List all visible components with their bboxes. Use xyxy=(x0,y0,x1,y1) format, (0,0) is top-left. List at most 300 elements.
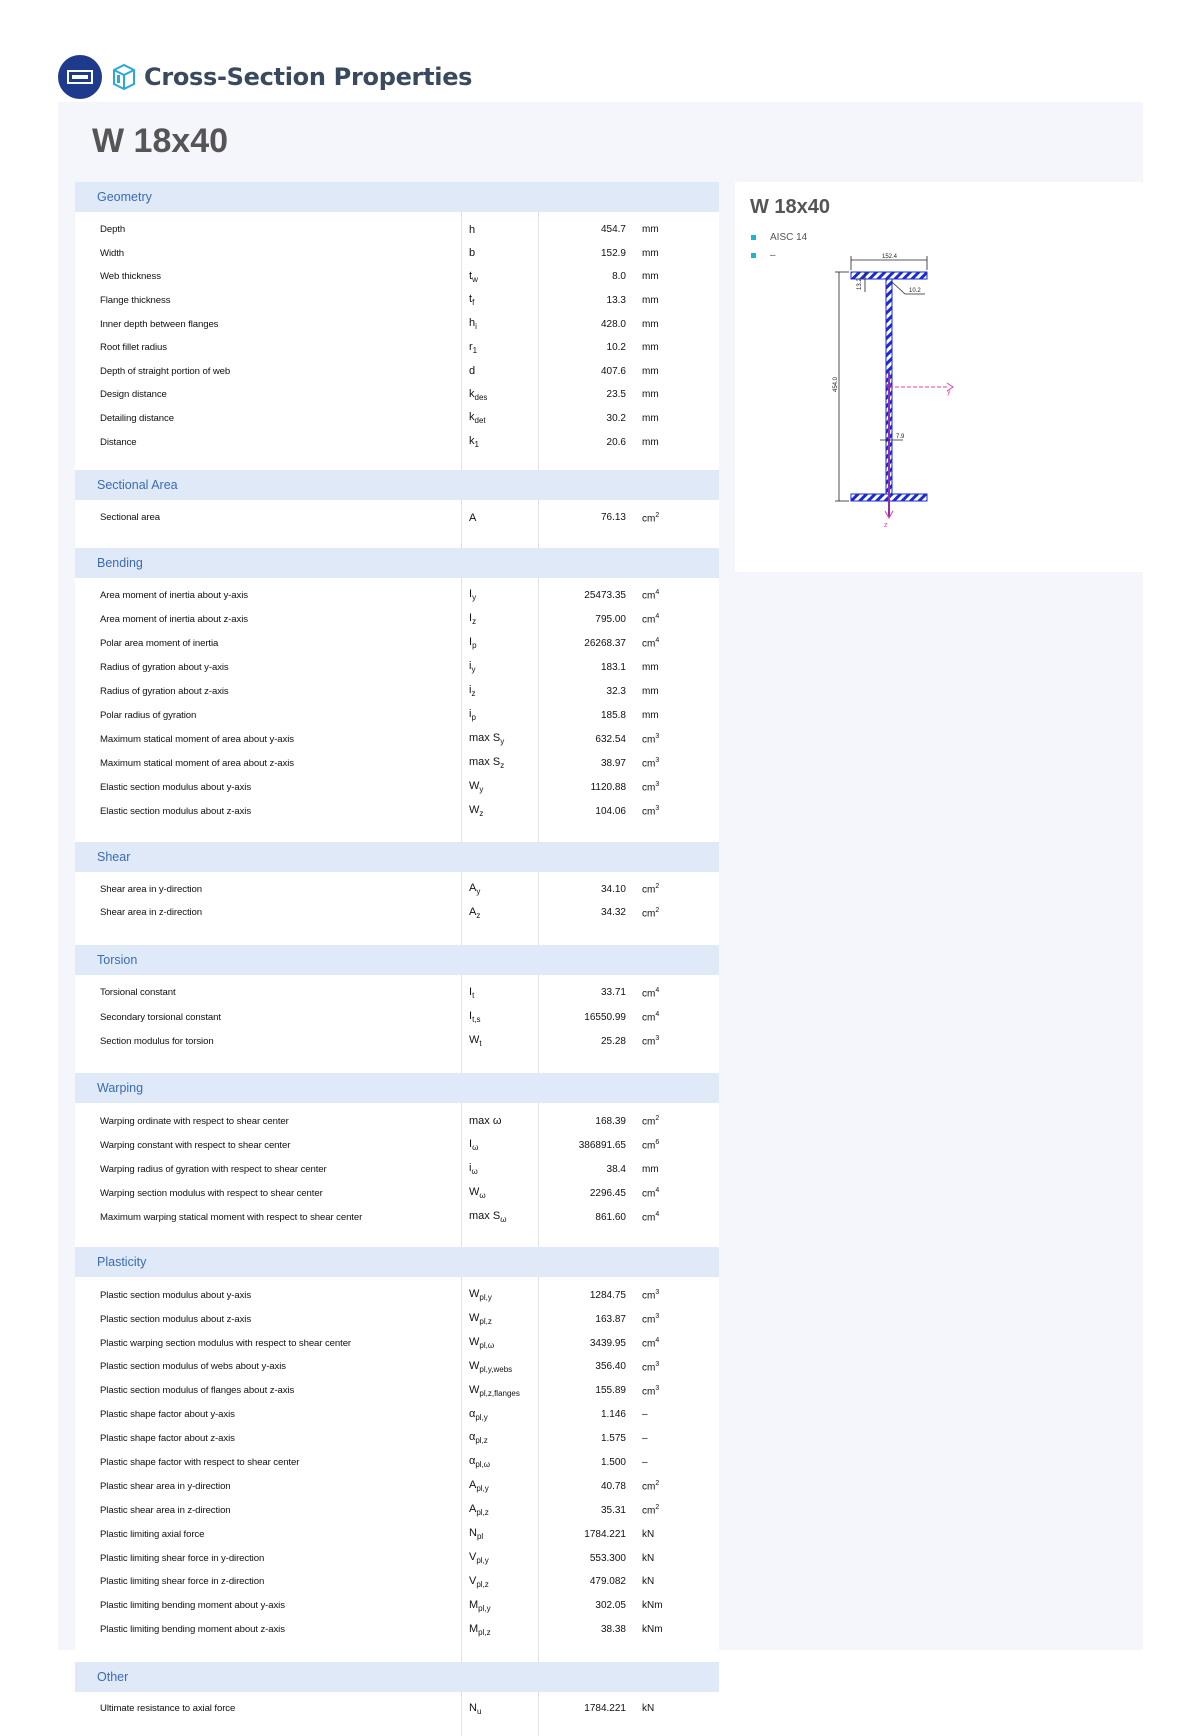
property-symbol xyxy=(461,1431,538,1445)
card-info-text: – xyxy=(770,249,776,261)
unit-exponent: 4 xyxy=(655,613,660,621)
section-title: W 18x40 xyxy=(92,122,229,160)
property-unit xyxy=(626,1337,696,1349)
unit-base: cm xyxy=(642,1505,656,1517)
property-row xyxy=(75,1355,719,1379)
property-row xyxy=(75,1379,719,1403)
property-row xyxy=(75,1570,719,1594)
property-symbol xyxy=(461,1551,538,1565)
unit-base: kN xyxy=(642,1552,655,1564)
symbol-base: α xyxy=(469,1407,476,1420)
symbol-base: h xyxy=(469,317,476,330)
property-value: 1.575 xyxy=(600,1433,626,1445)
symbol-subscript: pl xyxy=(476,1532,484,1542)
unit-base: cm xyxy=(642,1481,656,1493)
symbol-base: W xyxy=(469,1288,480,1301)
property-unit xyxy=(626,1433,696,1444)
symbol-subscript: pl,y xyxy=(478,1603,491,1613)
property-symbol xyxy=(461,1115,538,1127)
symbol-base: M xyxy=(469,1598,479,1611)
symbol-subscript: t,s xyxy=(472,1015,481,1025)
property-row xyxy=(75,383,719,407)
symbol-base: r xyxy=(469,340,473,353)
web-thickness-label: 7.9 xyxy=(896,434,905,440)
property-value: 1284.75 xyxy=(589,1289,626,1301)
property-description: Section modulus for torsion xyxy=(100,1035,214,1047)
category-header: Bending xyxy=(75,548,719,578)
property-symbol xyxy=(461,1162,538,1176)
width-dimension-label: 152.4 xyxy=(882,254,898,260)
property-unit xyxy=(626,1703,696,1714)
unit-exponent: 6 xyxy=(655,1139,660,1147)
unit-base: kN xyxy=(642,1576,655,1588)
app-logo-icon xyxy=(58,55,102,99)
property-description: Plastic shear area in y-direction xyxy=(100,1480,231,1492)
unit-base: – xyxy=(642,1433,648,1445)
property-row xyxy=(75,218,719,242)
property-description: Plastic section modulus of flanges about z-axis xyxy=(100,1385,295,1397)
property-unit xyxy=(626,907,696,919)
property-unit xyxy=(626,1164,696,1175)
property-unit xyxy=(626,1600,696,1611)
unit-base: kNm xyxy=(642,1624,663,1636)
symbol-subscript: z xyxy=(500,761,505,771)
property-unit xyxy=(626,1289,696,1301)
section-card xyxy=(735,182,1143,572)
symbol-base: V xyxy=(469,1574,477,1587)
property-description: Root fillet radius xyxy=(100,342,167,354)
property-row xyxy=(75,584,719,608)
property-description: Design distance xyxy=(100,389,167,401)
symbol-base: N xyxy=(469,1527,477,1540)
property-description: Torsional constant xyxy=(100,987,176,999)
symbol-subscript: pl,ω xyxy=(475,1460,491,1470)
property-row xyxy=(75,1474,719,1498)
property-row xyxy=(75,1109,719,1133)
property-value: 454.7 xyxy=(600,224,626,236)
symbol-subscript: pl,z xyxy=(476,1508,489,1518)
property-row xyxy=(75,360,719,384)
symbol-base: W xyxy=(469,1186,480,1199)
unit-exponent: 2 xyxy=(655,1115,660,1123)
symbol-subscript: f xyxy=(472,298,475,308)
unit-base: cm xyxy=(642,1012,656,1024)
property-symbol xyxy=(461,636,538,650)
symbol-base: max S xyxy=(469,1210,501,1223)
category-header: Shear xyxy=(75,842,719,872)
property-row xyxy=(75,800,719,824)
unit-base: mm xyxy=(642,413,659,425)
card-title: W 18x40 xyxy=(750,196,831,218)
card-info-item xyxy=(751,228,807,246)
symbol-base: I xyxy=(469,985,473,998)
property-row xyxy=(75,704,719,728)
property-unit xyxy=(626,805,696,817)
unit-base: cm xyxy=(642,614,656,626)
cross-section-drawing xyxy=(835,252,1065,542)
symbol-base: M xyxy=(469,1622,479,1635)
unit-exponent: 3 xyxy=(655,1035,660,1043)
unit-base: cm xyxy=(642,590,656,602)
symbol-subscript: y xyxy=(479,785,484,795)
property-symbol xyxy=(461,882,538,896)
property-row xyxy=(75,680,719,704)
unit-base: cm xyxy=(642,1116,656,1128)
property-description: Distance xyxy=(100,436,137,448)
unit-exponent: 4 xyxy=(655,1211,660,1219)
symbol-base: N xyxy=(469,1701,477,1714)
symbol-base: α xyxy=(469,1455,476,1468)
property-symbol xyxy=(461,756,538,770)
unit-exponent: 4 xyxy=(655,637,660,645)
property-unit xyxy=(626,781,696,793)
property-description: Area moment of inertia about z-axis xyxy=(100,614,248,626)
unit-base: cm xyxy=(642,806,656,818)
symbol-base: d xyxy=(469,365,476,378)
property-row xyxy=(75,1331,719,1355)
property-row xyxy=(75,1618,719,1642)
property-unit xyxy=(626,1504,696,1516)
unit-base: kN xyxy=(642,1528,655,1540)
unit-exponent: 3 xyxy=(655,1312,660,1320)
property-symbol xyxy=(461,780,538,794)
property-unit xyxy=(626,1211,696,1223)
symbol-base: k xyxy=(469,435,475,448)
property-row xyxy=(75,1307,719,1331)
unit-exponent: 4 xyxy=(655,1010,660,1018)
property-row xyxy=(75,1698,719,1720)
property-row xyxy=(75,506,719,530)
property-value: 183.1 xyxy=(600,662,626,674)
symbol-subscript: des xyxy=(474,393,488,403)
unit-exponent: 2 xyxy=(655,1504,660,1512)
unit-base: mm xyxy=(642,224,659,236)
symbol-base: max S xyxy=(469,732,501,745)
property-value: 33.71 xyxy=(600,987,626,999)
symbol-base: k xyxy=(469,387,475,400)
property-value: 38.4 xyxy=(606,1163,626,1175)
symbol-subscript: ω xyxy=(472,1143,479,1153)
unit-base: mm xyxy=(642,295,659,307)
property-row xyxy=(75,1205,719,1229)
symbol-subscript: ω xyxy=(471,1167,478,1177)
property-value: 1120.88 xyxy=(590,782,626,794)
property-value: 795.00 xyxy=(595,614,626,626)
property-description: Plastic limiting bending moment about z-axis xyxy=(100,1624,285,1636)
symbol-subscript: z xyxy=(476,911,481,921)
bullet-icon xyxy=(751,253,756,258)
property-symbol xyxy=(461,986,538,1000)
property-description: Shear area in y-direction xyxy=(100,883,203,895)
property-symbol xyxy=(461,1599,538,1613)
property-description: Polar area moment of inertia xyxy=(100,638,219,650)
symbol-base: W xyxy=(469,1359,480,1372)
property-symbol xyxy=(461,1186,538,1200)
property-symbol xyxy=(461,365,538,377)
category-rows xyxy=(75,1692,719,1736)
symbol-subscript: y xyxy=(476,887,481,897)
property-row xyxy=(75,242,719,266)
property-unit xyxy=(626,1385,696,1397)
card-info-list xyxy=(751,228,807,264)
property-unit xyxy=(626,686,696,697)
property-row xyxy=(75,608,719,632)
property-symbol xyxy=(461,1210,538,1224)
symbol-subscript: z xyxy=(472,617,477,627)
symbol-base: h xyxy=(469,223,476,236)
property-value: 356.40 xyxy=(595,1361,626,1373)
symbol-base: W xyxy=(469,1335,480,1348)
property-description: Warping radius of gyration with respect to shear center xyxy=(100,1163,327,1175)
property-value: 553.300 xyxy=(589,1552,626,1564)
property-symbol xyxy=(461,1702,538,1716)
property-description: Maximum warping statical moment with respect to shear center xyxy=(100,1211,363,1223)
property-value: 30.2 xyxy=(606,413,626,425)
symbol-subscript: det xyxy=(474,416,486,426)
card-info-text: AISC 14 xyxy=(770,231,808,243)
property-row xyxy=(75,752,719,776)
symbol-subscript: pl,y,webs xyxy=(479,1364,513,1374)
unit-base: cm xyxy=(642,1212,656,1224)
symbol-base: I xyxy=(469,612,473,625)
bullet-icon xyxy=(751,235,756,240)
property-row xyxy=(75,901,719,925)
property-description: Detailing distance xyxy=(100,413,174,425)
property-unit xyxy=(626,1115,696,1127)
unit-base: – xyxy=(642,1409,648,1421)
property-value: 104.06 xyxy=(595,806,626,818)
property-unit xyxy=(626,637,696,649)
unit-exponent: 2 xyxy=(655,906,660,914)
property-unit xyxy=(626,1139,696,1151)
property-symbol xyxy=(461,411,538,425)
property-description: Depth of straight portion of web xyxy=(100,365,231,377)
property-unit xyxy=(626,1361,696,1373)
property-symbol xyxy=(461,1527,538,1541)
property-symbol xyxy=(461,1360,538,1374)
symbol-base: A xyxy=(469,1479,477,1492)
property-description: Shear area in z-direction xyxy=(100,907,203,919)
property-description: Width xyxy=(100,247,125,259)
property-value: 34.32 xyxy=(600,907,626,919)
property-symbol xyxy=(461,1010,538,1024)
symbol-subscript: 1 xyxy=(474,440,479,450)
property-row xyxy=(75,776,719,800)
property-value: 1784.221 xyxy=(584,1703,626,1715)
property-symbol xyxy=(461,317,538,331)
property-description: Plastic limiting shear force in y-direction xyxy=(100,1552,265,1564)
property-row xyxy=(75,1522,719,1546)
unit-base: cm xyxy=(642,1036,656,1048)
property-value: 32.3 xyxy=(606,686,626,698)
unit-base: cm xyxy=(642,1140,656,1152)
symbol-base: A xyxy=(469,511,477,524)
property-description: Plastic shape factor with respect to shear center xyxy=(100,1456,300,1468)
property-description: Secondary torsional constant xyxy=(100,1011,221,1023)
property-description: Warping constant with respect to shear center xyxy=(100,1139,291,1151)
property-value: 40.78 xyxy=(600,1480,626,1492)
unit-exponent: 3 xyxy=(655,805,660,813)
property-unit xyxy=(626,1187,696,1199)
symbol-subscript: t xyxy=(479,1039,482,1049)
property-row xyxy=(75,265,719,289)
property-description: Plastic section modulus about z-axis xyxy=(100,1313,252,1325)
property-unit xyxy=(626,1529,696,1540)
property-symbol xyxy=(461,1384,538,1398)
category-rows xyxy=(75,975,719,1074)
property-symbol xyxy=(461,1408,538,1422)
property-description: Plastic limiting bending moment about y-axis xyxy=(100,1600,285,1612)
unit-base: cm xyxy=(642,1188,656,1200)
symbol-base: W xyxy=(469,780,480,793)
property-row xyxy=(75,1594,719,1618)
unit-exponent: 4 xyxy=(655,986,660,994)
property-description: Inner depth between flanges xyxy=(100,318,219,330)
property-value: 428.0 xyxy=(600,318,626,330)
symbol-subscript: pl,z,flanges xyxy=(479,1388,520,1398)
unit-base: cm xyxy=(642,1338,656,1350)
unit-exponent: 3 xyxy=(655,781,660,789)
category-rows xyxy=(75,872,719,945)
property-unit xyxy=(626,1011,696,1023)
property-row xyxy=(75,407,719,431)
unit-base: mm xyxy=(642,710,659,722)
property-symbol xyxy=(461,612,538,626)
property-row xyxy=(75,1546,719,1570)
property-value: 632.54 xyxy=(595,734,626,746)
unit-exponent: 2 xyxy=(655,883,660,891)
category-header: Geometry xyxy=(75,182,719,212)
unit-exponent: 3 xyxy=(655,1289,660,1297)
unit-exponent: 3 xyxy=(655,757,660,765)
property-symbol xyxy=(461,388,538,402)
property-description: Elastic section modulus about y-axis xyxy=(100,782,252,794)
property-unit xyxy=(626,1480,696,1492)
property-unit xyxy=(626,437,696,448)
category-rows xyxy=(75,1277,719,1661)
unit-base: cm xyxy=(642,782,656,794)
property-unit xyxy=(626,224,696,235)
property-description: Plastic shear area in z-direction xyxy=(100,1504,231,1516)
symbol-subscript: p xyxy=(472,641,477,651)
symbol-base: t xyxy=(469,269,473,282)
property-description: Depth xyxy=(100,224,126,236)
property-symbol xyxy=(461,1138,538,1152)
unit-base: mm xyxy=(642,365,659,377)
property-value: 76.13 xyxy=(600,512,626,524)
property-description: Plastic shape factor about y-axis xyxy=(100,1409,235,1421)
symbol-base: W xyxy=(469,1034,480,1047)
property-description: Plastic limiting shear force in z-direction xyxy=(100,1576,265,1588)
property-symbol xyxy=(461,1503,538,1517)
property-unit xyxy=(626,342,696,353)
property-unit xyxy=(626,589,696,601)
property-value: 10.2 xyxy=(606,342,626,354)
unit-base: cm xyxy=(642,908,656,920)
property-value: 302.05 xyxy=(595,1600,626,1612)
property-value: 185.8 xyxy=(600,710,626,722)
property-value: 25.28 xyxy=(600,1035,626,1047)
property-description: Elastic section modulus about z-axis xyxy=(100,806,252,818)
unit-base: mm xyxy=(642,1163,659,1175)
unit-base: mm xyxy=(642,389,659,401)
property-unit xyxy=(626,733,696,745)
property-row xyxy=(75,878,719,902)
property-value: 386891.65 xyxy=(578,1139,626,1151)
symbol-subscript: ω xyxy=(500,1215,507,1225)
properties-table xyxy=(75,182,719,1716)
property-description: Plastic warping section modulus with respect to shear center xyxy=(100,1337,352,1349)
z-axis-label: z xyxy=(884,522,888,529)
property-row xyxy=(75,1133,719,1157)
property-value: 163.87 xyxy=(595,1313,626,1325)
property-unit xyxy=(626,1313,696,1325)
unit-base: mm xyxy=(642,662,659,674)
unit-base: mm xyxy=(642,247,659,259)
property-value: 1.146 xyxy=(600,1409,626,1421)
property-value: 3439.95 xyxy=(589,1337,626,1349)
property-unit xyxy=(626,1409,696,1420)
property-row xyxy=(75,1427,719,1451)
property-symbol xyxy=(461,512,538,524)
property-symbol xyxy=(461,1455,538,1469)
property-description: Maximum statical moment of area about z-axis xyxy=(100,758,294,770)
centroid-marker xyxy=(887,384,892,389)
app-title: Cross-Section Properties xyxy=(144,63,473,91)
property-unit xyxy=(626,271,696,282)
property-value: 38.38 xyxy=(600,1624,626,1636)
unit-base: mm xyxy=(642,271,659,283)
symbol-subscript: pl,y xyxy=(479,1293,492,1303)
symbol-base: A xyxy=(469,882,477,895)
unit-base: cm xyxy=(642,512,656,524)
property-description: Maximum statical moment of area about y-axis xyxy=(100,734,294,746)
property-row xyxy=(75,1181,719,1205)
property-symbol xyxy=(461,1034,538,1048)
property-symbol xyxy=(461,270,538,284)
property-value: 13.3 xyxy=(606,295,626,307)
unit-base: mm xyxy=(642,686,659,698)
unit-exponent: 3 xyxy=(655,1360,660,1368)
property-value: 23.5 xyxy=(606,389,626,401)
unit-exponent: 3 xyxy=(655,1384,660,1392)
unit-exponent: 4 xyxy=(655,1336,660,1344)
property-description: Sectional area xyxy=(100,512,160,524)
property-unit xyxy=(626,1035,696,1047)
symbol-subscript: u xyxy=(476,1706,482,1716)
property-unit xyxy=(626,613,696,625)
symbol-subscript: t xyxy=(472,990,475,1000)
unit-exponent: 4 xyxy=(655,1187,660,1195)
property-symbol xyxy=(461,1575,538,1589)
property-row xyxy=(75,1498,719,1522)
fillet-leader xyxy=(892,282,905,294)
unit-base: kN xyxy=(642,1703,655,1715)
property-row xyxy=(75,1005,719,1029)
symbol-base: i xyxy=(469,1162,472,1175)
symbol-base: i xyxy=(469,660,472,673)
card-info-item xyxy=(751,246,807,264)
symbol-base: W xyxy=(469,1312,480,1325)
property-unit xyxy=(626,366,696,377)
symbol-subscript: pl,z xyxy=(479,1317,492,1327)
property-unit xyxy=(626,295,696,306)
symbol-base: i xyxy=(469,684,472,697)
property-value: 407.6 xyxy=(600,365,626,377)
property-row xyxy=(75,1029,719,1053)
unit-base: cm xyxy=(642,1385,656,1397)
property-description: Plastic limiting axial force xyxy=(100,1528,205,1540)
